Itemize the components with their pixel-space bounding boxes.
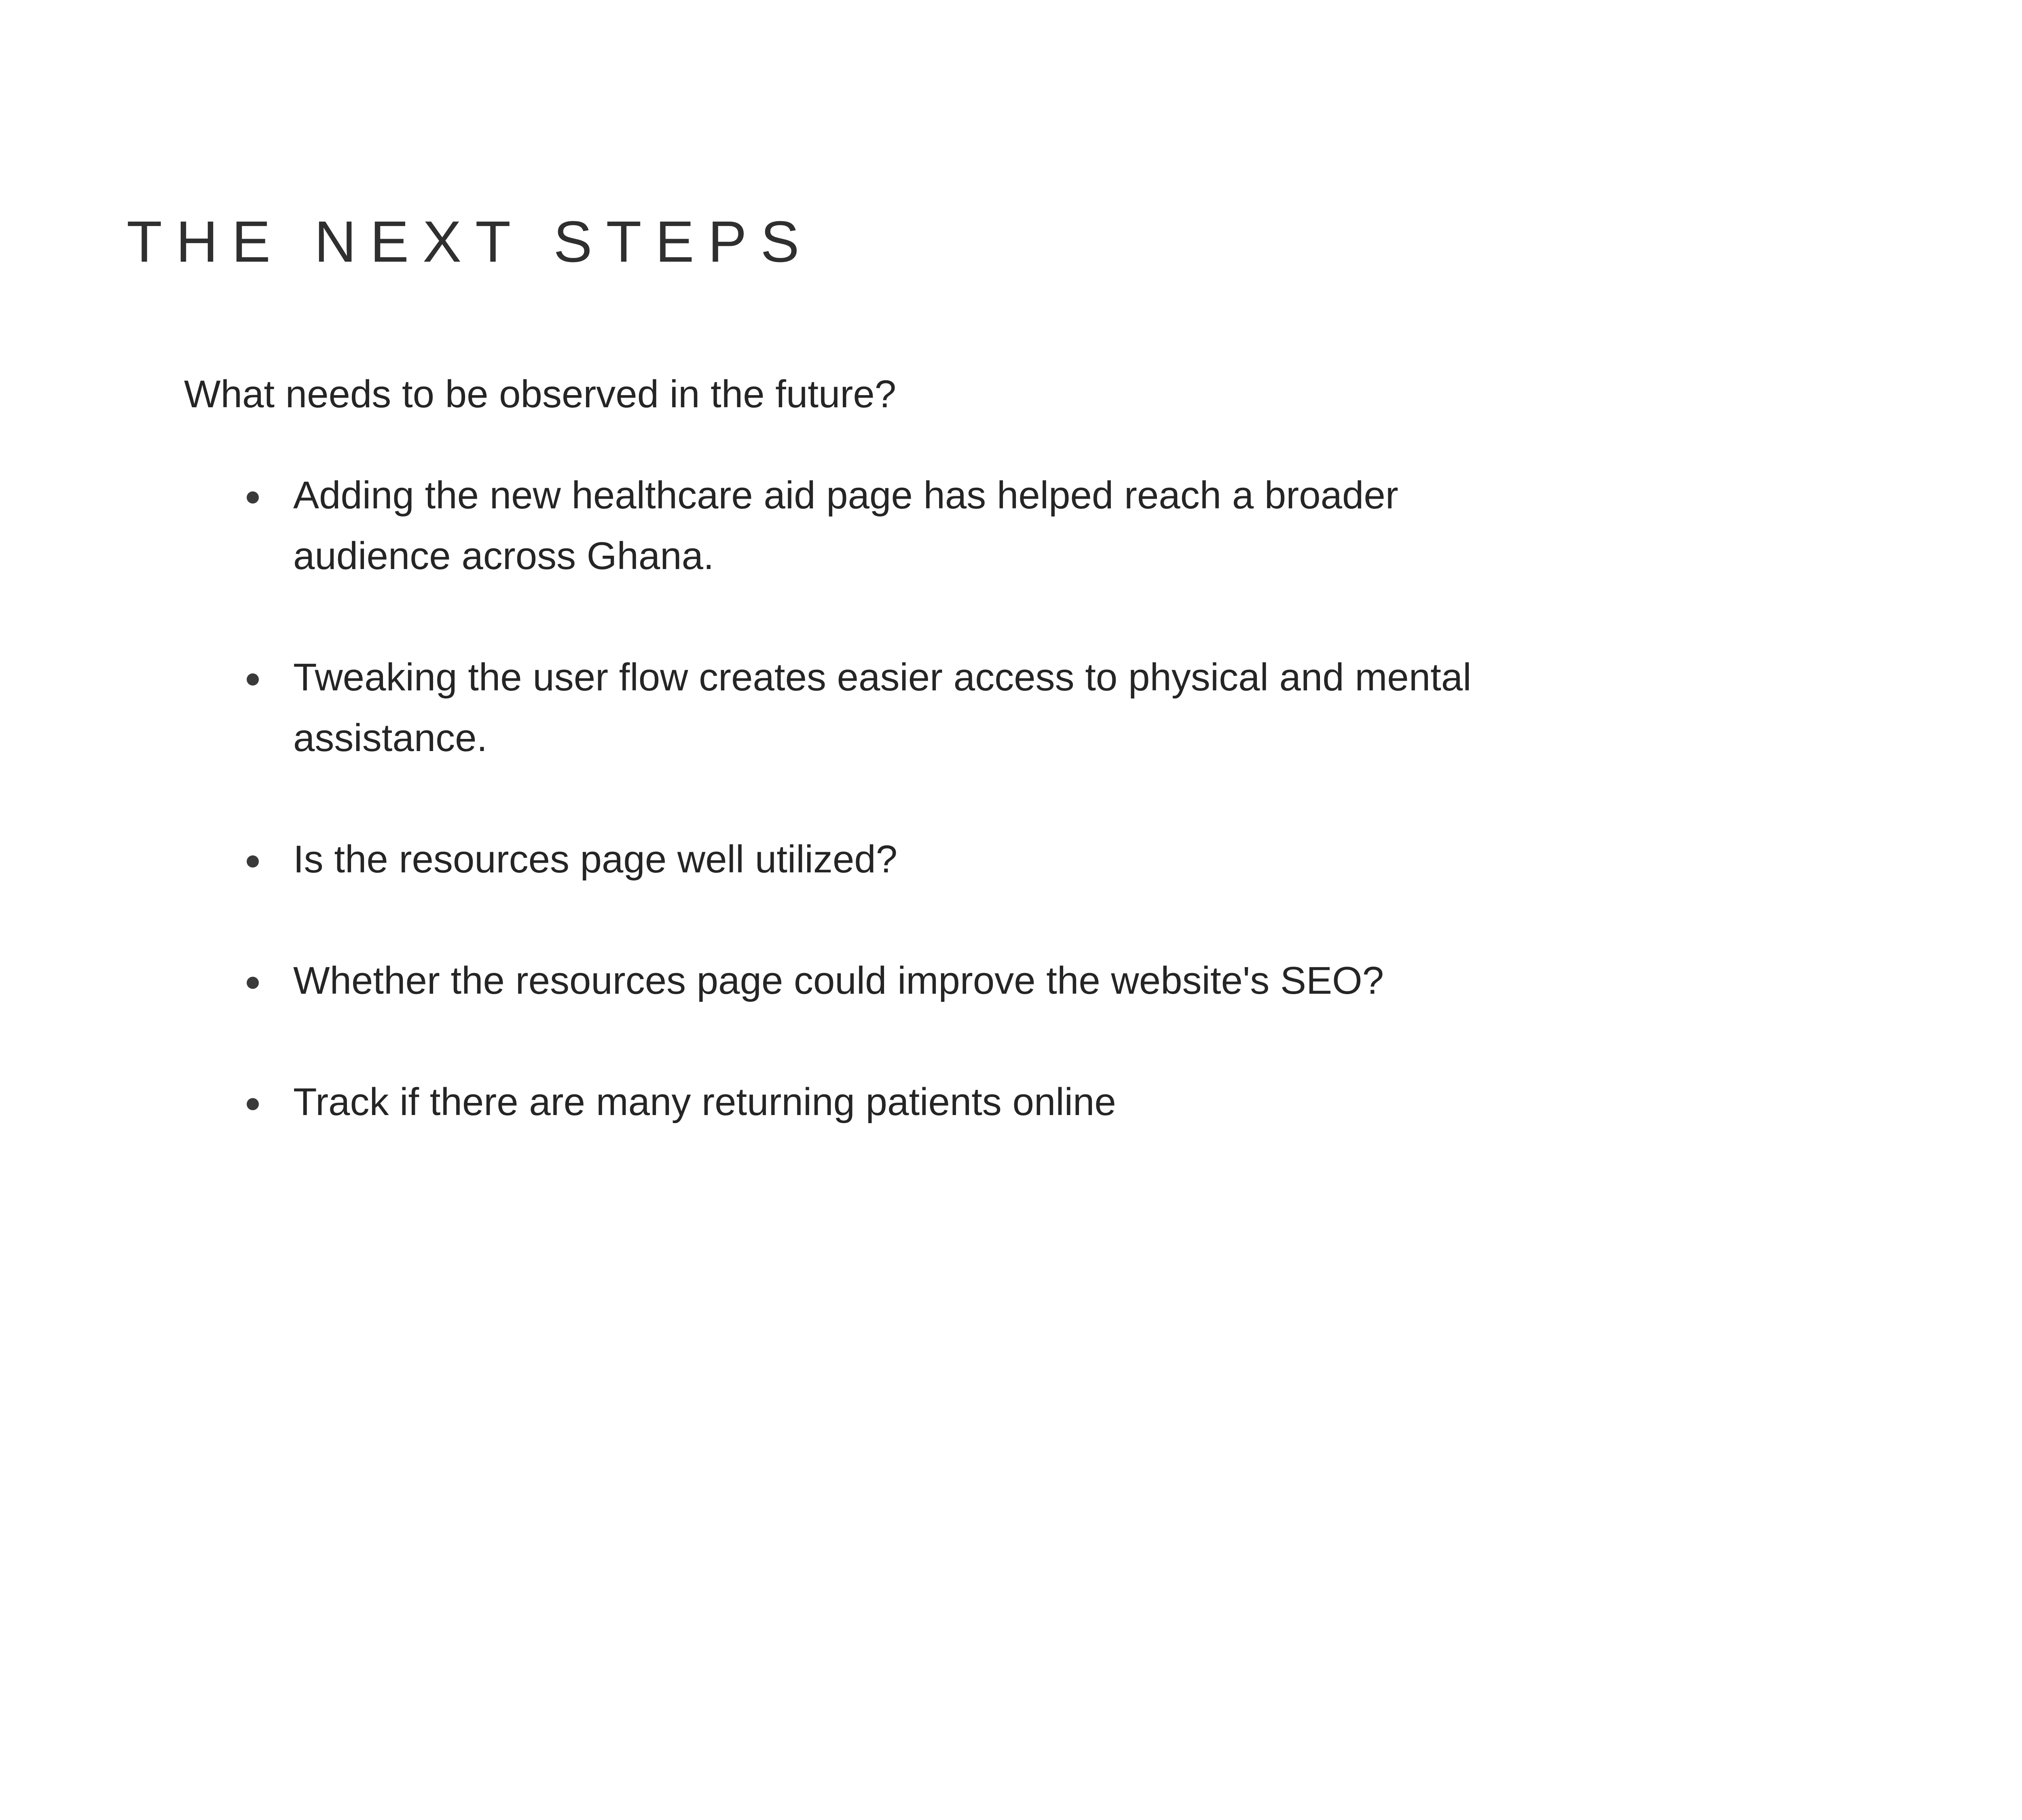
bullet-item xyxy=(247,829,1541,890)
bullet-text: Is the resources page well utilized? xyxy=(293,838,898,881)
bullet-icon xyxy=(247,673,259,686)
bullet-item xyxy=(247,647,1541,768)
bullet-text: Tweaking the user flow creates easier access to physical and mental assistance. xyxy=(293,656,1472,760)
section-question: What needs to be observed in the future? xyxy=(184,372,897,416)
bullet-text: Adding the new healthcare aid page has helped reach a broader audience across Ghana. xyxy=(293,474,1398,578)
bullet-icon xyxy=(247,977,259,989)
bullet-item xyxy=(247,465,1541,586)
bullet-item xyxy=(247,950,1541,1011)
bullet-icon xyxy=(247,1098,259,1110)
bullet-list xyxy=(247,465,1541,1193)
bullet-icon xyxy=(247,491,259,504)
slide-title: THE NEXT STEPS xyxy=(127,209,813,274)
bullet-text: Whether the resources page could improve the website's SEO? xyxy=(293,959,1384,1002)
bullet-text: Track if there are many returning patients online xyxy=(293,1080,1116,1124)
bullet-icon xyxy=(247,855,259,868)
bullet-item xyxy=(247,1072,1541,1132)
